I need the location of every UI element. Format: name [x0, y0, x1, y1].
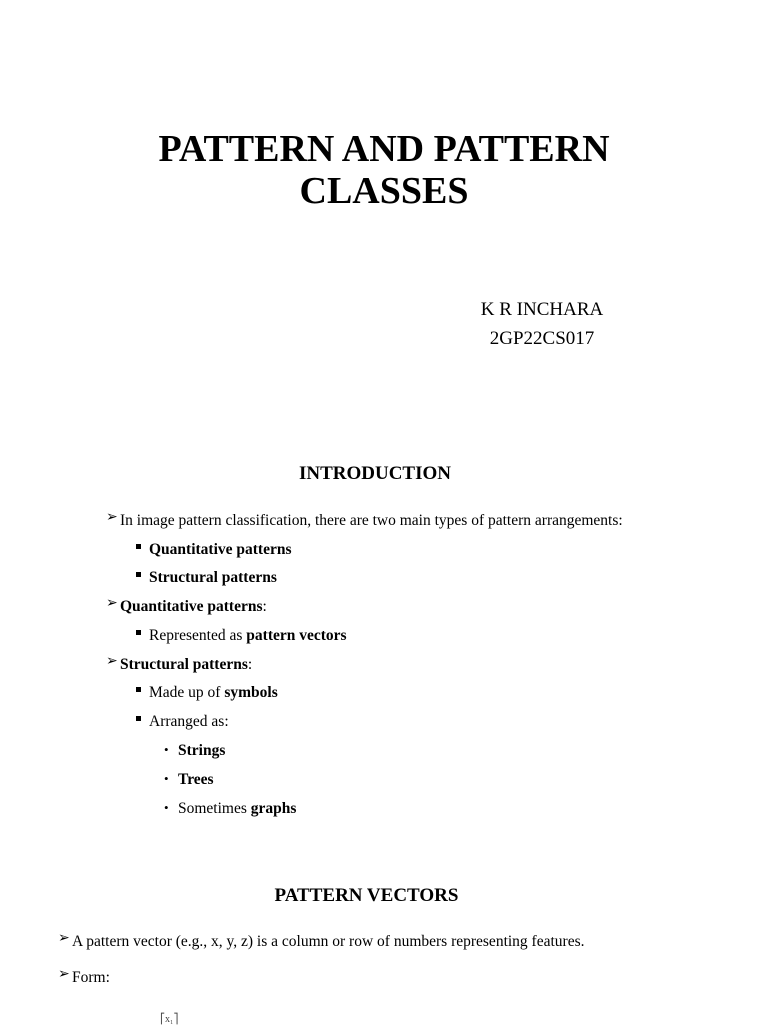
list-item: Represented as pattern vectors	[136, 626, 347, 646]
dot-bullet-icon: •	[164, 771, 169, 786]
pattern-vectors-heading: PATTERN VECTORS	[274, 885, 459, 906]
list-item: • Trees	[164, 771, 214, 788]
list-item: Arranged as:	[136, 712, 229, 732]
square-bullet-icon	[136, 630, 141, 635]
document-title	[0, 128, 768, 212]
square-bullet-icon	[136, 716, 141, 721]
list-item: ➢ Form:	[58, 967, 110, 986]
list-item: ➢ Structural patterns:	[106, 654, 253, 673]
list-item: • Strings	[164, 742, 226, 759]
arrow-bullet-icon: ➢	[58, 967, 70, 982]
title-line-2: CLASSES	[299, 170, 469, 212]
list-item: Made up of symbols	[136, 683, 278, 703]
list-item: Structural patterns	[136, 568, 277, 588]
dot-bullet-icon: •	[164, 742, 169, 757]
list-item: ➢ A pattern vector (e.g., x, y, z) is a column or row of numbers representing features.	[58, 931, 585, 950]
list-item: • Sometimes graphs	[164, 800, 297, 817]
arrow-bullet-icon: ➢	[106, 596, 118, 611]
square-bullet-icon	[136, 572, 141, 577]
list-item: ➢ Quantitative patterns:	[106, 596, 267, 615]
vector-matrix-fragment: ⎡x₁⎤	[160, 1014, 179, 1025]
list-item: Quantitative patterns	[136, 540, 292, 560]
arrow-bullet-icon: ➢	[106, 510, 118, 525]
square-bullet-icon	[136, 687, 141, 692]
introduction-heading: INTRODUCTION	[298, 463, 452, 484]
author-id: 2GP22CS017	[489, 328, 595, 349]
list-item: ➢ In image pattern classification, there are two main types of pattern arrangements:	[106, 510, 623, 529]
arrow-bullet-icon: ➢	[58, 931, 70, 946]
dot-bullet-icon: •	[164, 800, 169, 815]
author-name: K R INCHARA	[480, 299, 604, 320]
square-bullet-icon	[136, 544, 141, 549]
arrow-bullet-icon: ➢	[106, 654, 118, 669]
author-block	[442, 295, 642, 353]
title-line-1: PATTERN AND PATTERN	[158, 128, 610, 170]
